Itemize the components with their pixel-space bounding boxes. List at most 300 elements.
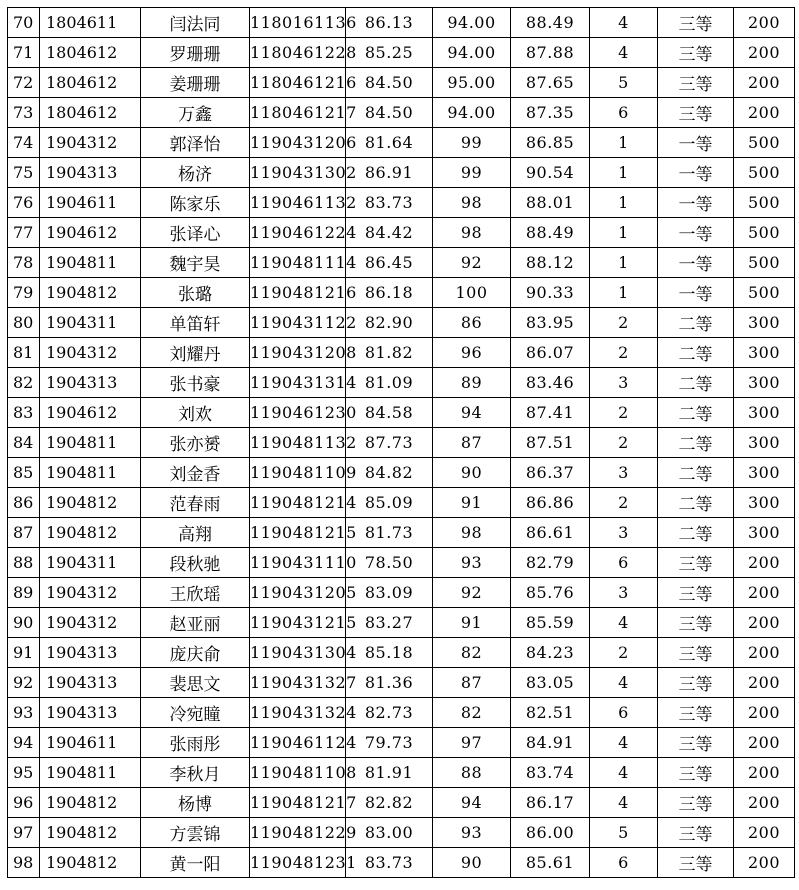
award-level-cell: 一等 xyxy=(658,158,734,188)
award-level-cell: 三等 xyxy=(658,8,734,38)
award-level-cell: 三等 xyxy=(658,728,734,758)
amount-cell: 300 xyxy=(734,308,795,338)
table-row xyxy=(8,278,795,308)
student-id-cell: 1190481229 xyxy=(250,818,346,848)
amount-cell: 200 xyxy=(734,8,795,38)
amount-cell: 200 xyxy=(734,68,795,98)
student-name-cell: 刘金香 xyxy=(141,458,250,488)
rank-cell: 2 xyxy=(590,488,658,518)
amount-cell: 200 xyxy=(734,848,795,878)
rank-cell: 5 xyxy=(590,818,658,848)
rank-cell: 2 xyxy=(590,428,658,458)
award-level-cell: 三等 xyxy=(658,818,734,848)
score-a-cell: 81.36 xyxy=(346,668,433,698)
table-row xyxy=(8,638,795,668)
row-number-cell: 75 xyxy=(8,158,40,188)
student-id-cell: 1190481217 xyxy=(250,788,346,818)
table-row xyxy=(8,488,795,518)
row-number-cell: 79 xyxy=(8,278,40,308)
student-name-cell: 方雲锦 xyxy=(141,818,250,848)
table-row xyxy=(8,518,795,548)
amount-cell: 200 xyxy=(734,608,795,638)
rank-cell: 4 xyxy=(590,8,658,38)
score-a-cell: 78.50 xyxy=(346,548,433,578)
table-row xyxy=(8,578,795,608)
score-b-cell: 87 xyxy=(433,668,511,698)
row-number-cell: 78 xyxy=(8,248,40,278)
score-b-cell: 88 xyxy=(433,758,511,788)
rank-cell: 2 xyxy=(590,638,658,668)
student-id-cell: 1180161136 xyxy=(250,8,346,38)
row-number-cell: 83 xyxy=(8,398,40,428)
total-score-cell: 83.95 xyxy=(511,308,590,338)
score-a-cell: 84.42 xyxy=(346,218,433,248)
row-number-cell: 85 xyxy=(8,458,40,488)
score-a-cell: 79.73 xyxy=(346,728,433,758)
score-a-cell: 83.73 xyxy=(346,848,433,878)
award-level-cell: 三等 xyxy=(658,548,734,578)
score-b-cell: 93 xyxy=(433,818,511,848)
table-row xyxy=(8,188,795,218)
award-level-cell: 三等 xyxy=(658,698,734,728)
score-a-cell: 81.91 xyxy=(346,758,433,788)
score-b-cell: 82 xyxy=(433,638,511,668)
table-row xyxy=(8,698,795,728)
score-a-cell: 86.91 xyxy=(346,158,433,188)
student-id-cell: 1190431324 xyxy=(250,698,346,728)
student-id-cell: 1190461230 xyxy=(250,398,346,428)
total-score-cell: 87.88 xyxy=(511,38,590,68)
total-score-cell: 86.00 xyxy=(511,818,590,848)
total-score-cell: 83.46 xyxy=(511,368,590,398)
row-number-cell: 76 xyxy=(8,188,40,218)
award-level-cell: 一等 xyxy=(658,128,734,158)
student-name-cell: 郭泽怡 xyxy=(141,128,250,158)
student-id-cell: 1190431302 xyxy=(250,158,346,188)
amount-cell: 200 xyxy=(734,548,795,578)
award-level-cell: 二等 xyxy=(658,458,734,488)
student-name-cell: 魏宇昊 xyxy=(141,248,250,278)
student-id-cell: 1190481109 xyxy=(250,458,346,488)
score-a-cell: 84.58 xyxy=(346,398,433,428)
score-b-cell: 98 xyxy=(433,218,511,248)
class-id-cell: 1804612 xyxy=(40,38,141,68)
row-number-cell: 86 xyxy=(8,488,40,518)
student-name-cell: 段秋驰 xyxy=(141,548,250,578)
rank-cell: 1 xyxy=(590,248,658,278)
student-id-cell: 1190431327 xyxy=(250,668,346,698)
student-name-cell: 罗珊珊 xyxy=(141,38,250,68)
score-b-cell: 95.00 xyxy=(433,68,511,98)
score-a-cell: 84.50 xyxy=(346,98,433,128)
table-row xyxy=(8,218,795,248)
row-number-cell: 91 xyxy=(8,638,40,668)
student-name-cell: 张雨彤 xyxy=(141,728,250,758)
rank-cell: 4 xyxy=(590,788,658,818)
amount-cell: 500 xyxy=(734,128,795,158)
score-a-cell: 84.50 xyxy=(346,68,433,98)
rank-cell: 2 xyxy=(590,398,658,428)
class-id-cell: 1904812 xyxy=(40,788,141,818)
amount-cell: 200 xyxy=(734,818,795,848)
class-id-cell: 1904313 xyxy=(40,158,141,188)
award-level-cell: 三等 xyxy=(658,668,734,698)
award-level-cell: 二等 xyxy=(658,428,734,458)
student-id-cell: 1190461224 xyxy=(250,218,346,248)
total-score-cell: 86.85 xyxy=(511,128,590,158)
score-b-cell: 91 xyxy=(433,488,511,518)
amount-cell: 200 xyxy=(734,698,795,728)
student-id-cell: 1190481132 xyxy=(250,428,346,458)
total-score-cell: 86.17 xyxy=(511,788,590,818)
rank-cell: 1 xyxy=(590,128,658,158)
rank-cell: 6 xyxy=(590,98,658,128)
amount-cell: 200 xyxy=(734,38,795,68)
table-row xyxy=(8,308,795,338)
table-row xyxy=(8,728,795,758)
class-id-cell: 1804612 xyxy=(40,68,141,98)
score-a-cell: 86.18 xyxy=(346,278,433,308)
rank-cell: 4 xyxy=(590,38,658,68)
score-b-cell: 90 xyxy=(433,848,511,878)
amount-cell: 200 xyxy=(734,98,795,128)
score-b-cell: 92 xyxy=(433,578,511,608)
student-id-cell: 1190431215 xyxy=(250,608,346,638)
score-b-cell: 91 xyxy=(433,608,511,638)
score-a-cell: 82.82 xyxy=(346,788,433,818)
score-b-cell: 94 xyxy=(433,788,511,818)
award-level-cell: 一等 xyxy=(658,218,734,248)
class-id-cell: 1904312 xyxy=(40,608,141,638)
total-score-cell: 86.37 xyxy=(511,458,590,488)
table-row xyxy=(8,128,795,158)
table-row xyxy=(8,98,795,128)
amount-cell: 500 xyxy=(734,248,795,278)
score-a-cell: 81.64 xyxy=(346,128,433,158)
student-name-cell: 王欣瑶 xyxy=(141,578,250,608)
student-name-cell: 单笛轩 xyxy=(141,308,250,338)
student-id-cell: 1190481231 xyxy=(250,848,346,878)
class-id-cell: 1904811 xyxy=(40,428,141,458)
score-b-cell: 94.00 xyxy=(433,8,511,38)
total-score-cell: 85.61 xyxy=(511,848,590,878)
class-id-cell: 1904612 xyxy=(40,218,141,248)
student-id-cell: 1190481214 xyxy=(250,488,346,518)
score-b-cell: 100 xyxy=(433,278,511,308)
student-id-cell: 1180461217 xyxy=(250,98,346,128)
class-id-cell: 1904312 xyxy=(40,338,141,368)
amount-cell: 200 xyxy=(734,788,795,818)
class-id-cell: 1904611 xyxy=(40,728,141,758)
row-number-cell: 77 xyxy=(8,218,40,248)
total-score-cell: 87.51 xyxy=(511,428,590,458)
student-id-cell: 1190431122 xyxy=(250,308,346,338)
student-name-cell: 万鑫 xyxy=(141,98,250,128)
total-score-cell: 85.59 xyxy=(511,608,590,638)
student-id-cell: 1190481216 xyxy=(250,278,346,308)
row-number-cell: 88 xyxy=(8,548,40,578)
score-b-cell: 86 xyxy=(433,308,511,338)
rank-cell: 4 xyxy=(590,608,658,638)
score-a-cell: 81.82 xyxy=(346,338,433,368)
rank-cell: 4 xyxy=(590,668,658,698)
class-id-cell: 1904313 xyxy=(40,638,141,668)
score-b-cell: 93 xyxy=(433,548,511,578)
score-b-cell: 99 xyxy=(433,158,511,188)
award-level-cell: 三等 xyxy=(658,788,734,818)
total-score-cell: 84.91 xyxy=(511,728,590,758)
award-level-cell: 三等 xyxy=(658,848,734,878)
student-id-cell: 1190461132 xyxy=(250,188,346,218)
student-id-cell: 1190431110 xyxy=(250,548,346,578)
award-level-cell: 二等 xyxy=(658,308,734,338)
score-b-cell: 97 xyxy=(433,728,511,758)
score-a-cell: 85.25 xyxy=(346,38,433,68)
award-level-cell: 三等 xyxy=(658,68,734,98)
total-score-cell: 87.35 xyxy=(511,98,590,128)
amount-cell: 200 xyxy=(734,668,795,698)
table-row xyxy=(8,338,795,368)
table-row xyxy=(8,8,795,38)
rank-cell: 4 xyxy=(590,728,658,758)
award-level-cell: 二等 xyxy=(658,368,734,398)
award-level-cell: 三等 xyxy=(658,98,734,128)
award-level-cell: 一等 xyxy=(658,248,734,278)
award-level-cell: 三等 xyxy=(658,758,734,788)
table-row xyxy=(8,818,795,848)
table-row xyxy=(8,458,795,488)
total-score-cell: 86.86 xyxy=(511,488,590,518)
rank-cell: 1 xyxy=(590,158,658,188)
amount-cell: 300 xyxy=(734,518,795,548)
student-name-cell: 冷宛瞳 xyxy=(141,698,250,728)
amount-cell: 200 xyxy=(734,728,795,758)
row-number-cell: 95 xyxy=(8,758,40,788)
score-b-cell: 98 xyxy=(433,518,511,548)
score-a-cell: 86.45 xyxy=(346,248,433,278)
student-name-cell: 陈家乐 xyxy=(141,188,250,218)
rank-cell: 3 xyxy=(590,458,658,488)
class-id-cell: 1904811 xyxy=(40,248,141,278)
score-b-cell: 99 xyxy=(433,128,511,158)
award-level-cell: 二等 xyxy=(658,398,734,428)
student-name-cell: 高翔 xyxy=(141,518,250,548)
amount-cell: 500 xyxy=(734,188,795,218)
class-id-cell: 1904611 xyxy=(40,188,141,218)
class-id-cell: 1904612 xyxy=(40,398,141,428)
student-name-cell: 张书豪 xyxy=(141,368,250,398)
award-level-cell: 二等 xyxy=(658,518,734,548)
score-a-cell: 83.09 xyxy=(346,578,433,608)
student-id-cell: 1180461216 xyxy=(250,68,346,98)
score-b-cell: 94 xyxy=(433,398,511,428)
total-score-cell: 82.51 xyxy=(511,698,590,728)
total-score-cell: 88.49 xyxy=(511,8,590,38)
amount-cell: 200 xyxy=(734,578,795,608)
total-score-cell: 86.61 xyxy=(511,518,590,548)
rank-cell: 6 xyxy=(590,548,658,578)
student-name-cell: 张璐 xyxy=(141,278,250,308)
total-score-cell: 82.79 xyxy=(511,548,590,578)
amount-cell: 300 xyxy=(734,428,795,458)
table-row xyxy=(8,158,795,188)
rank-cell: 5 xyxy=(590,68,658,98)
row-number-cell: 97 xyxy=(8,818,40,848)
row-number-cell: 82 xyxy=(8,368,40,398)
row-number-cell: 93 xyxy=(8,698,40,728)
row-number-cell: 70 xyxy=(8,8,40,38)
rank-cell: 3 xyxy=(590,368,658,398)
score-b-cell: 82 xyxy=(433,698,511,728)
award-level-cell: 二等 xyxy=(658,338,734,368)
score-b-cell: 98 xyxy=(433,188,511,218)
rank-cell: 3 xyxy=(590,518,658,548)
score-a-cell: 85.09 xyxy=(346,488,433,518)
row-number-cell: 87 xyxy=(8,518,40,548)
table-row xyxy=(8,758,795,788)
scholarship-table xyxy=(7,7,795,878)
total-score-cell: 88.49 xyxy=(511,218,590,248)
class-id-cell: 1904812 xyxy=(40,818,141,848)
row-number-cell: 73 xyxy=(8,98,40,128)
class-id-cell: 1904313 xyxy=(40,668,141,698)
student-name-cell: 范春雨 xyxy=(141,488,250,518)
student-name-cell: 闫法同 xyxy=(141,8,250,38)
student-id-cell: 1190431208 xyxy=(250,338,346,368)
student-id-cell: 1190431304 xyxy=(250,638,346,668)
row-number-cell: 72 xyxy=(8,68,40,98)
table-body xyxy=(8,8,795,878)
table-row xyxy=(8,428,795,458)
rank-cell: 6 xyxy=(590,848,658,878)
table-row xyxy=(8,248,795,278)
award-level-cell: 三等 xyxy=(658,578,734,608)
class-id-cell: 1904312 xyxy=(40,578,141,608)
row-number-cell: 94 xyxy=(8,728,40,758)
rank-cell: 6 xyxy=(590,698,658,728)
table-row xyxy=(8,548,795,578)
total-score-cell: 86.07 xyxy=(511,338,590,368)
student-id-cell: 1190461124 xyxy=(250,728,346,758)
student-name-cell: 杨济 xyxy=(141,158,250,188)
total-score-cell: 83.74 xyxy=(511,758,590,788)
table-row xyxy=(8,368,795,398)
class-id-cell: 1904311 xyxy=(40,548,141,578)
score-a-cell: 82.90 xyxy=(346,308,433,338)
student-name-cell: 张译心 xyxy=(141,218,250,248)
student-name-cell: 张亦赟 xyxy=(141,428,250,458)
rank-cell: 3 xyxy=(590,578,658,608)
row-number-cell: 89 xyxy=(8,578,40,608)
student-id-cell: 1190481108 xyxy=(250,758,346,788)
score-b-cell: 90 xyxy=(433,458,511,488)
student-name-cell: 赵亚丽 xyxy=(141,608,250,638)
row-number-cell: 84 xyxy=(8,428,40,458)
rank-cell: 2 xyxy=(590,308,658,338)
class-id-cell: 1804611 xyxy=(40,8,141,38)
class-id-cell: 1904313 xyxy=(40,368,141,398)
student-name-cell: 刘耀丹 xyxy=(141,338,250,368)
score-a-cell: 85.18 xyxy=(346,638,433,668)
class-id-cell: 1904812 xyxy=(40,518,141,548)
student-name-cell: 李秋月 xyxy=(141,758,250,788)
score-a-cell: 84.82 xyxy=(346,458,433,488)
score-a-cell: 87.73 xyxy=(346,428,433,458)
row-number-cell: 92 xyxy=(8,668,40,698)
total-score-cell: 88.12 xyxy=(511,248,590,278)
class-id-cell: 1904313 xyxy=(40,698,141,728)
amount-cell: 500 xyxy=(734,278,795,308)
total-score-cell: 84.23 xyxy=(511,638,590,668)
student-name-cell: 杨博 xyxy=(141,788,250,818)
score-b-cell: 94.00 xyxy=(433,98,511,128)
row-number-cell: 90 xyxy=(8,608,40,638)
total-score-cell: 88.01 xyxy=(511,188,590,218)
score-a-cell: 82.73 xyxy=(346,698,433,728)
table-row xyxy=(8,608,795,638)
student-name-cell: 黄一阳 xyxy=(141,848,250,878)
award-level-cell: 一等 xyxy=(658,278,734,308)
amount-cell: 200 xyxy=(734,638,795,668)
award-level-cell: 三等 xyxy=(658,38,734,68)
score-a-cell: 83.00 xyxy=(346,818,433,848)
class-id-cell: 1804612 xyxy=(40,98,141,128)
row-number-cell: 71 xyxy=(8,38,40,68)
score-b-cell: 92 xyxy=(433,248,511,278)
award-level-cell: 二等 xyxy=(658,488,734,518)
total-score-cell: 83.05 xyxy=(511,668,590,698)
score-b-cell: 94.00 xyxy=(433,38,511,68)
table-row xyxy=(8,848,795,878)
student-name-cell: 庞庆俞 xyxy=(141,638,250,668)
table-row xyxy=(8,788,795,818)
award-level-cell: 三等 xyxy=(658,608,734,638)
score-a-cell: 83.27 xyxy=(346,608,433,638)
table-row xyxy=(8,398,795,428)
rank-cell: 4 xyxy=(590,758,658,788)
score-b-cell: 96 xyxy=(433,338,511,368)
student-id-cell: 1190481114 xyxy=(250,248,346,278)
class-id-cell: 1904812 xyxy=(40,278,141,308)
row-number-cell: 81 xyxy=(8,338,40,368)
student-id-cell: 1190431205 xyxy=(250,578,346,608)
student-id-cell: 1180461228 xyxy=(250,38,346,68)
student-name-cell: 姜珊珊 xyxy=(141,68,250,98)
row-number-cell: 96 xyxy=(8,788,40,818)
amount-cell: 300 xyxy=(734,458,795,488)
student-id-cell: 1190481215 xyxy=(250,518,346,548)
score-a-cell: 86.13 xyxy=(346,8,433,38)
amount-cell: 300 xyxy=(734,368,795,398)
total-score-cell: 90.33 xyxy=(511,278,590,308)
score-b-cell: 89 xyxy=(433,368,511,398)
rank-cell: 1 xyxy=(590,218,658,248)
score-a-cell: 81.73 xyxy=(346,518,433,548)
total-score-cell: 87.41 xyxy=(511,398,590,428)
student-id-cell: 1190431206 xyxy=(250,128,346,158)
class-id-cell: 1904311 xyxy=(40,308,141,338)
student-name-cell: 刘欢 xyxy=(141,398,250,428)
class-id-cell: 1904312 xyxy=(40,128,141,158)
table-row xyxy=(8,668,795,698)
table-row xyxy=(8,38,795,68)
total-score-cell: 85.76 xyxy=(511,578,590,608)
award-level-cell: 一等 xyxy=(658,188,734,218)
table-row xyxy=(8,68,795,98)
student-name-cell: 裴思文 xyxy=(141,668,250,698)
student-id-cell: 1190431314 xyxy=(250,368,346,398)
amount-cell: 300 xyxy=(734,488,795,518)
